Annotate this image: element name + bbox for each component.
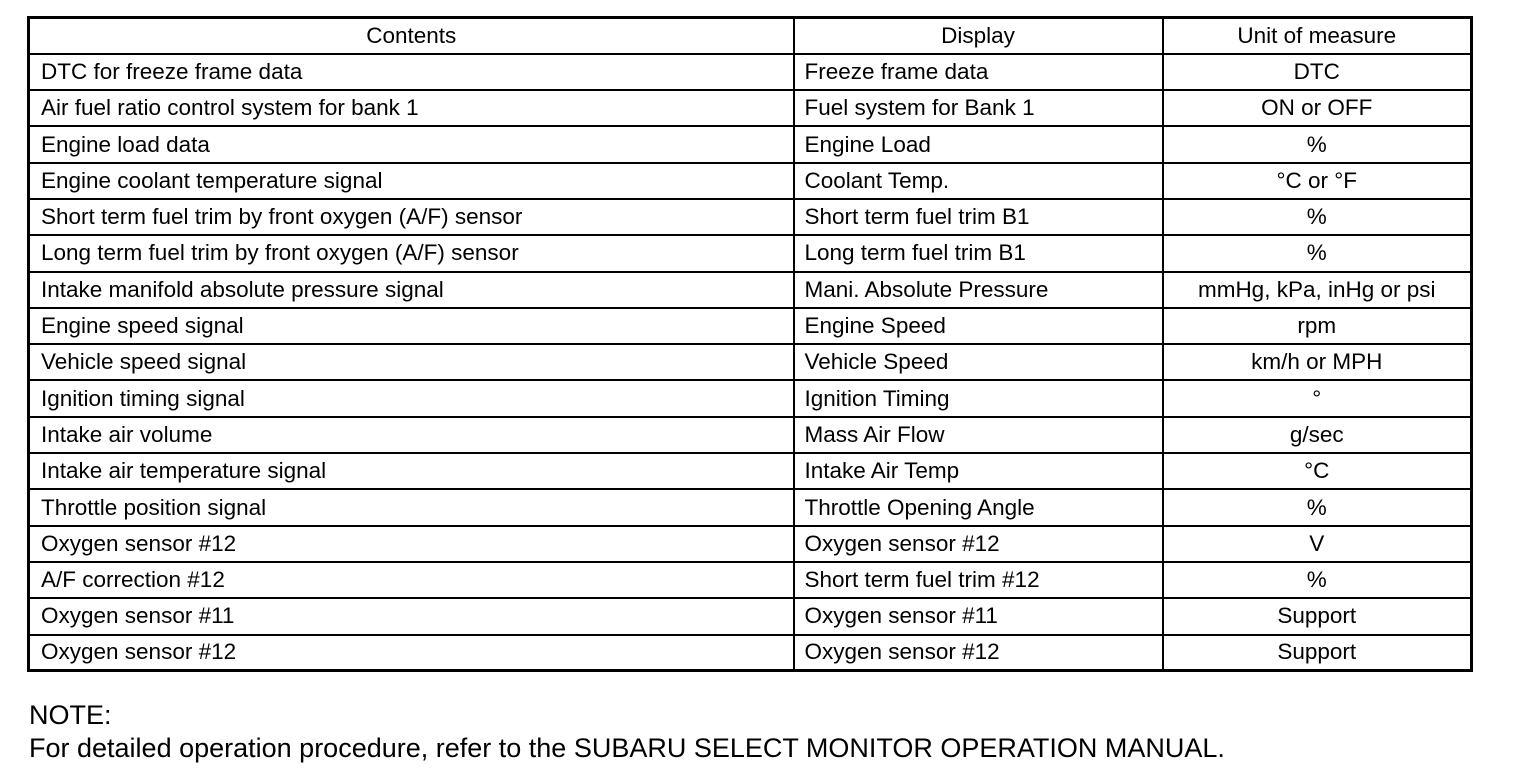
unit-cell: Support [1163, 598, 1472, 634]
display-cell: Long term fuel trim B1 [794, 235, 1163, 271]
contents-cell: Oxygen sensor #11 [29, 598, 794, 634]
display-cell: Coolant Temp. [794, 163, 1163, 199]
display-cell: Ignition Timing [794, 380, 1163, 416]
unit-cell: Support [1163, 635, 1472, 671]
table-header-row [29, 18, 1472, 54]
table-row [29, 163, 1472, 199]
unit-cell: °C or °F [1163, 163, 1472, 199]
unit-cell: DTC [1163, 54, 1472, 90]
table-row [29, 526, 1472, 562]
contents-cell: A/F correction #12 [29, 562, 794, 598]
table-row [29, 380, 1472, 416]
display-cell: Freeze frame data [794, 54, 1163, 90]
contents-cell: Engine speed signal [29, 308, 794, 344]
unit-cell: % [1163, 199, 1472, 235]
contents-cell: Engine load data [29, 126, 794, 162]
contents-cell: Intake air temperature signal [29, 453, 794, 489]
contents-cell: Oxygen sensor #12 [29, 526, 794, 562]
display-cell: Short term fuel trim B1 [794, 199, 1163, 235]
column-header-display: Display [794, 18, 1163, 54]
unit-cell: rpm [1163, 308, 1472, 344]
unit-cell: % [1163, 562, 1472, 598]
contents-cell: Vehicle speed signal [29, 344, 794, 380]
display-cell: Short term fuel trim #12 [794, 562, 1163, 598]
table-row [29, 272, 1472, 308]
display-cell: Intake Air Temp [794, 453, 1163, 489]
display-cell: Throttle Opening Angle [794, 489, 1163, 525]
table-row [29, 199, 1472, 235]
note-text: For detailed operation procedure, refer to the SUBARU SELECT MONITOR OPERATION MANUAL. [29, 733, 1225, 763]
display-cell: Mani. Absolute Pressure [794, 272, 1163, 308]
table-row [29, 562, 1472, 598]
unit-cell: ON or OFF [1163, 90, 1472, 126]
table-body [29, 54, 1472, 671]
note-label: NOTE: [29, 700, 112, 730]
contents-cell: Oxygen sensor #12 [29, 635, 794, 671]
contents-cell: Long term fuel trim by front oxygen (A/F) sensor [29, 235, 794, 271]
table-row [29, 235, 1472, 271]
contents-cell: Air fuel ratio control system for bank 1 [29, 90, 794, 126]
column-header-contents: Contents [29, 18, 794, 54]
contents-cell: Intake air volume [29, 417, 794, 453]
table-row [29, 417, 1472, 453]
unit-cell: % [1163, 489, 1472, 525]
unit-cell: % [1163, 126, 1472, 162]
display-cell: Mass Air Flow [794, 417, 1163, 453]
contents-cell: Ignition timing signal [29, 380, 794, 416]
freeze-frame-data-table [27, 16, 1473, 672]
column-header-unit: Unit of measure [1163, 18, 1472, 54]
unit-cell: V [1163, 526, 1472, 562]
table-row [29, 453, 1472, 489]
unit-cell: % [1163, 235, 1472, 271]
display-cell: Engine Load [794, 126, 1163, 162]
display-cell: Engine Speed [794, 308, 1163, 344]
display-cell: Oxygen sensor #12 [794, 526, 1163, 562]
contents-cell: Short term fuel trim by front oxygen (A/F) sensor [29, 199, 794, 235]
table-row [29, 308, 1472, 344]
unit-cell: mmHg, kPa, inHg or psi [1163, 272, 1472, 308]
display-cell: Vehicle Speed [794, 344, 1163, 380]
display-cell: Oxygen sensor #12 [794, 635, 1163, 671]
unit-cell: g/sec [1163, 417, 1472, 453]
unit-cell: ° [1163, 380, 1472, 416]
table-row [29, 90, 1472, 126]
table-row [29, 489, 1472, 525]
table-row [29, 598, 1472, 634]
table-row [29, 635, 1472, 671]
table-row [29, 344, 1472, 380]
unit-cell: °C [1163, 453, 1472, 489]
contents-cell: DTC for freeze frame data [29, 54, 794, 90]
table-row [29, 54, 1472, 90]
unit-cell: km/h or MPH [1163, 344, 1472, 380]
contents-cell: Intake manifold absolute pressure signal [29, 272, 794, 308]
display-cell: Oxygen sensor #11 [794, 598, 1163, 634]
contents-cell: Throttle position signal [29, 489, 794, 525]
display-cell: Fuel system for Bank 1 [794, 90, 1163, 126]
table-row [29, 126, 1472, 162]
contents-cell: Engine coolant temperature signal [29, 163, 794, 199]
